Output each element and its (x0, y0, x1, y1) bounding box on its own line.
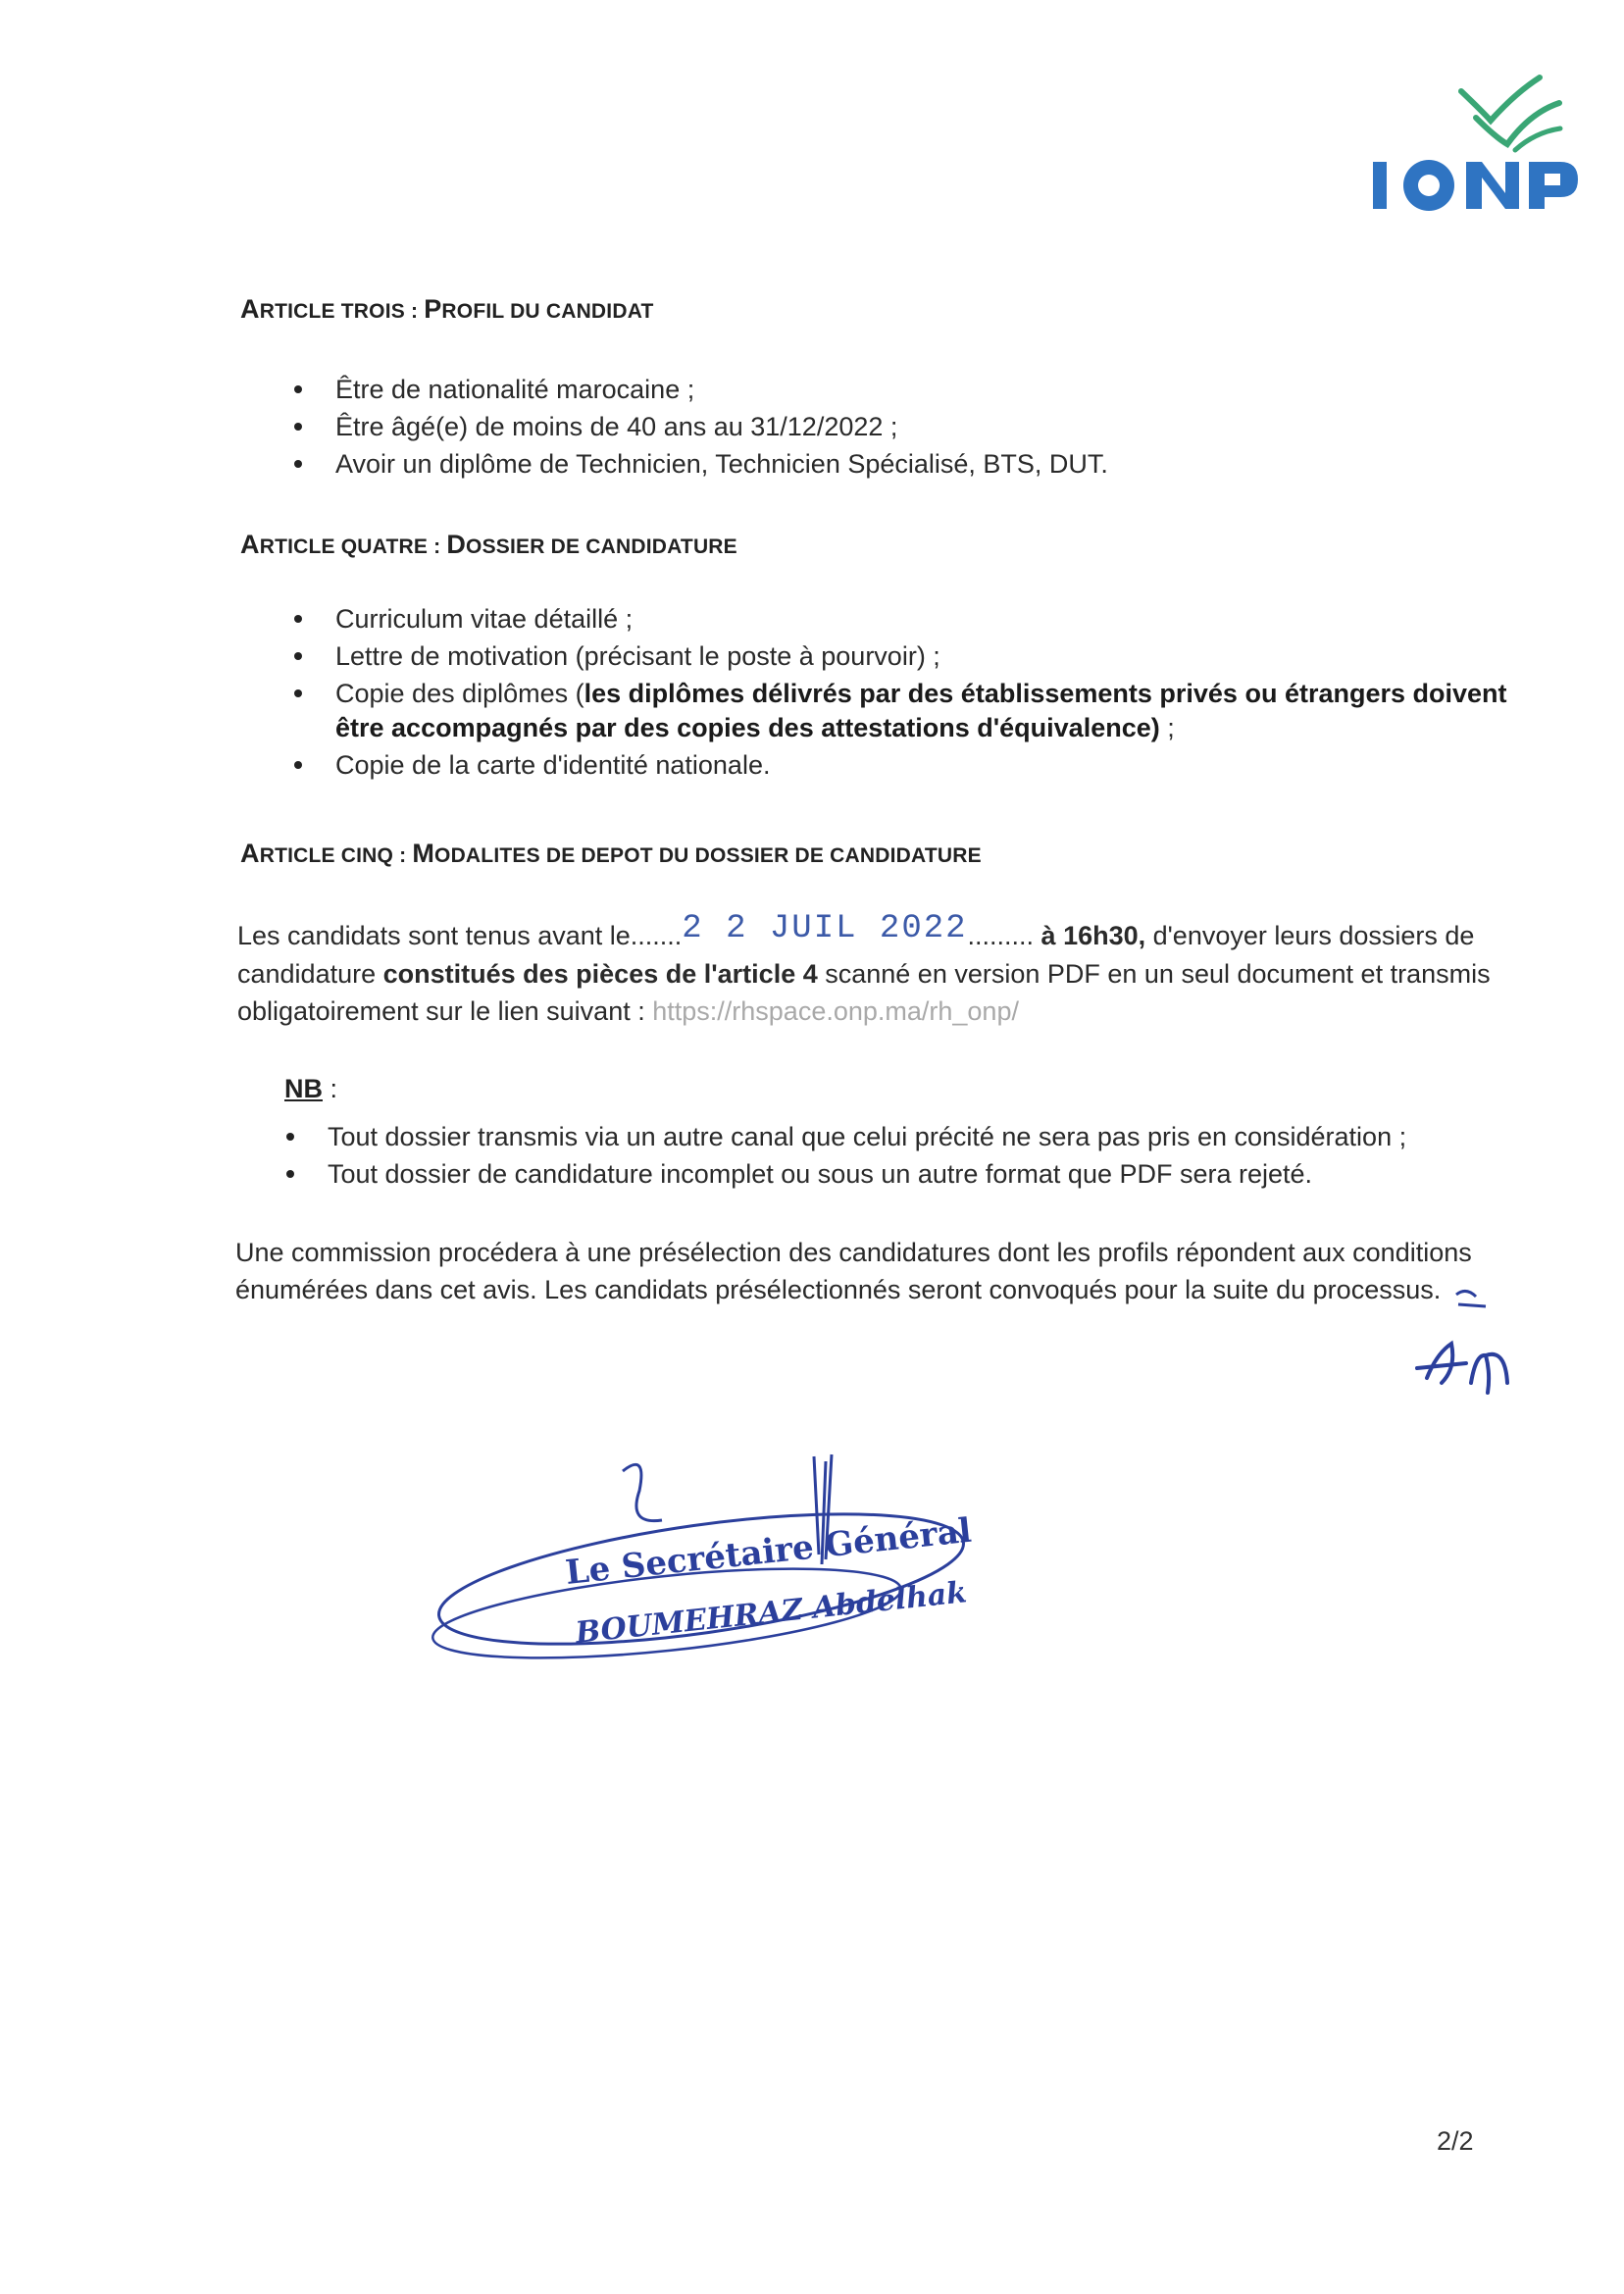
bullet-icon (294, 460, 302, 468)
list-item: Lettre de motivation (précisant le poste à pourvoir) ; (294, 637, 1507, 675)
list-item: Copie des diplômes (les diplômes délivrés par des établissements privés ou étrangers doivent (294, 675, 1507, 712)
paragraph-line: Les candidats sont tenus avant le.......2 2 JUIL 2022......... à 16h30, d'envoyer leurs dossiers de (237, 910, 1475, 950)
list-item: Tout dossier transmis via un autre canal que celui précité ne sera pas pris en considération ; (286, 1118, 1406, 1155)
article-three-heading: ARTICLE TROIS : PROFIL DU CANDIDAT (240, 294, 654, 324)
nb-label: NB : (284, 1074, 338, 1103)
signature-graphic (422, 1447, 1020, 1682)
article-five-heading: ARTICLE CINQ : MODALITES DE DEPOT DU DOSSIER DE CANDIDATURE (240, 839, 982, 868)
bullet-icon (294, 652, 302, 660)
initials-graphic (1397, 1285, 1535, 1422)
list-item: Avoir un diplôme de Technicien, Technicien Spécialisé, BTS, DUT. (294, 445, 1108, 483)
list-item: Être de nationalité marocaine ; (294, 371, 1108, 408)
list-item-continuation: être accompagnés par des copies des attestations d'équivalence) ; (335, 713, 1175, 742)
application-link[interactable]: https://rhspace.onp.ma/rh_onp/ (652, 996, 1019, 1026)
article-four-heading: ARTICLE QUATRE : DOSSIER DE CANDIDATURE (240, 530, 737, 559)
list-item: Copie de la carte d'identité nationale. (294, 746, 1507, 784)
signature-title: Le Secrétaire Général (563, 1510, 974, 1593)
bullet-icon (294, 423, 302, 431)
signature-name: BOUMEHRAZ Abdelhak (574, 1575, 969, 1651)
bullet-icon (286, 1170, 294, 1178)
submission-paragraph (237, 910, 1493, 1030)
nb-list (286, 1118, 1406, 1193)
paragraph-line: Une commission procédera à une présélection des candidatures dont les profils répondent aux conditions (235, 1238, 1472, 1267)
bullet-icon (294, 761, 302, 769)
bullet-icon (286, 1133, 294, 1141)
handwritten-initials (1397, 1285, 1535, 1422)
bullet-icon (294, 615, 302, 623)
list-item: Être âgé(e) de moins de 40 ans au 31/12/2022 ; (294, 408, 1108, 445)
paragraph-line: candidature constitués des pièces de l'article 4 scanné en version PDF en un seul document et transmis (237, 959, 1491, 989)
bullet-icon (294, 689, 302, 697)
signature-stamp (422, 1447, 1020, 1682)
closing-paragraph (235, 1234, 1491, 1308)
application-file-list (294, 600, 1507, 784)
list-item: Curriculum vitae détaillé ; (294, 600, 1507, 637)
paragraph-line: énumérées dans cet avis. Les candidats présélectionnés seront convoqués pour la suite du processus. (235, 1275, 1442, 1304)
bullet-icon (294, 385, 302, 393)
list-item: Tout dossier de candidature incomplet ou sous un autre format que PDF sera rejeté. (286, 1155, 1406, 1193)
onp-logo (1368, 74, 1594, 221)
onp-logo-graphic (1368, 74, 1594, 221)
candidate-profile-list (294, 371, 1108, 483)
date-stamp: 2 2 JUIL 2022 (682, 910, 968, 947)
page-number: 2/2 (1437, 2126, 1474, 2156)
paragraph-line: obligatoirement sur le lien suivant : https://rhspace.onp.ma/rh_onp/ (237, 996, 1019, 1026)
